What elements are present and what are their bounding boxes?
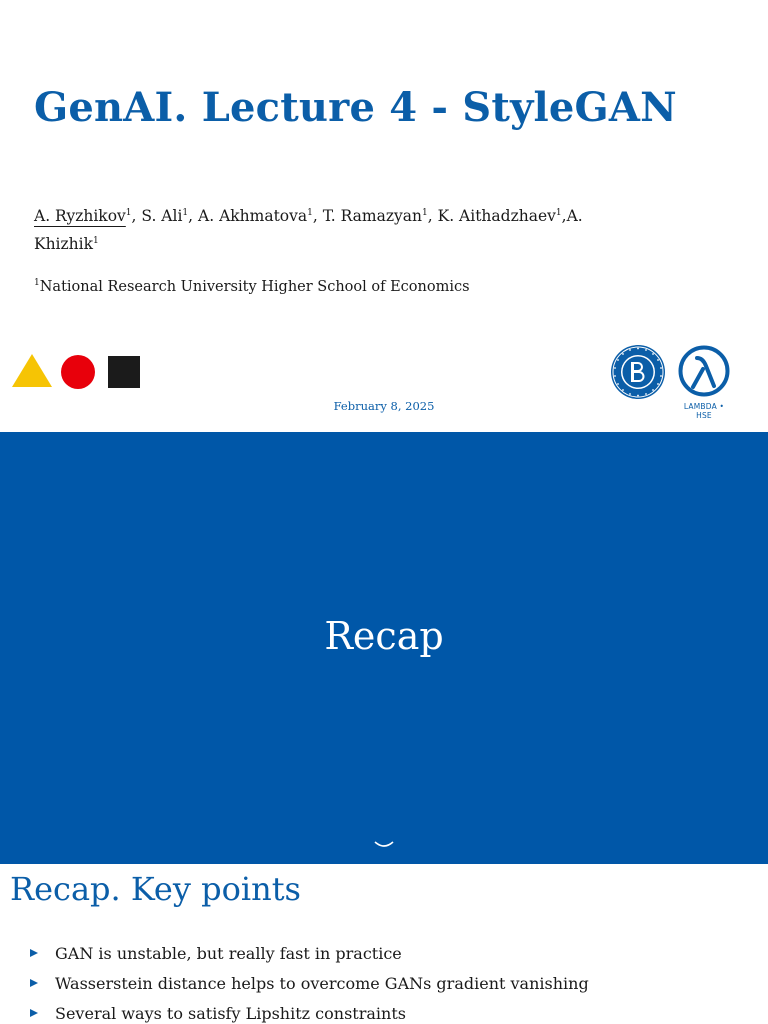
lambda-logo-caption: LAMBDA • HSE (683, 402, 725, 420)
affiliation-mark: 1 (34, 278, 40, 288)
affiliation (34, 278, 470, 295)
red-circle-icon (61, 355, 95, 389)
author-name: A. Ryzhikov (34, 207, 126, 225)
hse-seal-icon (610, 344, 666, 400)
list-item (30, 974, 589, 1004)
lambda-logo-icon (675, 344, 733, 420)
frame-title: Recap. Key points (10, 870, 301, 908)
bullet-text: Several ways to satisfy Lipshitz constraints (55, 1004, 406, 1023)
bullet-triangle-icon (30, 949, 38, 957)
decorative-shapes (12, 354, 142, 388)
author-name: T. Ramazyan (322, 207, 423, 225)
author-affil-mark: 1 (182, 208, 189, 218)
bullet-text: Wasserstein distance helps to overcome GANs gradient vanishing (55, 974, 589, 993)
author-affil-mark: 1 (555, 208, 562, 218)
author-name: A. Khizhik (34, 207, 583, 253)
author-affil-mark: 1 (422, 208, 428, 218)
author-name: A. Akhmatova (198, 207, 308, 225)
author-name: S. Ali (141, 207, 183, 225)
author-list: A. Ryzhikov$^1$, S. Ali$^1$, A. Akhmatova$^1$, T. Ramazyan$^1$, K. Aithadzhaev$^1$,A. Khizhik$^1$ (34, 207, 583, 253)
author-affil-mark: 1 (125, 208, 132, 218)
bullet-triangle-icon (30, 1009, 38, 1017)
black-square-icon (108, 356, 140, 388)
bullet-triangle-icon (30, 979, 38, 987)
content-slide (0, 864, 768, 1024)
bullet-text: GAN is unstable, but really fast in practice (55, 944, 402, 963)
section-slide (0, 432, 768, 864)
bullet-list (30, 944, 589, 1024)
chevron-down-icon (374, 835, 394, 845)
list-item (30, 944, 589, 974)
presentation-title: GenAI. Lecture 4 - StyleGAN (34, 84, 677, 131)
list-item (30, 1004, 589, 1024)
yellow-triangle-icon (12, 354, 52, 387)
author-affil-mark: 1 (93, 236, 99, 246)
author-name: K. Aithadzhaev (437, 207, 556, 225)
section-title: Recap (324, 614, 444, 658)
author-affil-mark: 1 (307, 208, 313, 218)
presentation-date: February 8, 2025 (333, 399, 435, 413)
affiliation-text: National Research University Higher School of Economics (39, 279, 470, 295)
title-slide (0, 0, 768, 432)
